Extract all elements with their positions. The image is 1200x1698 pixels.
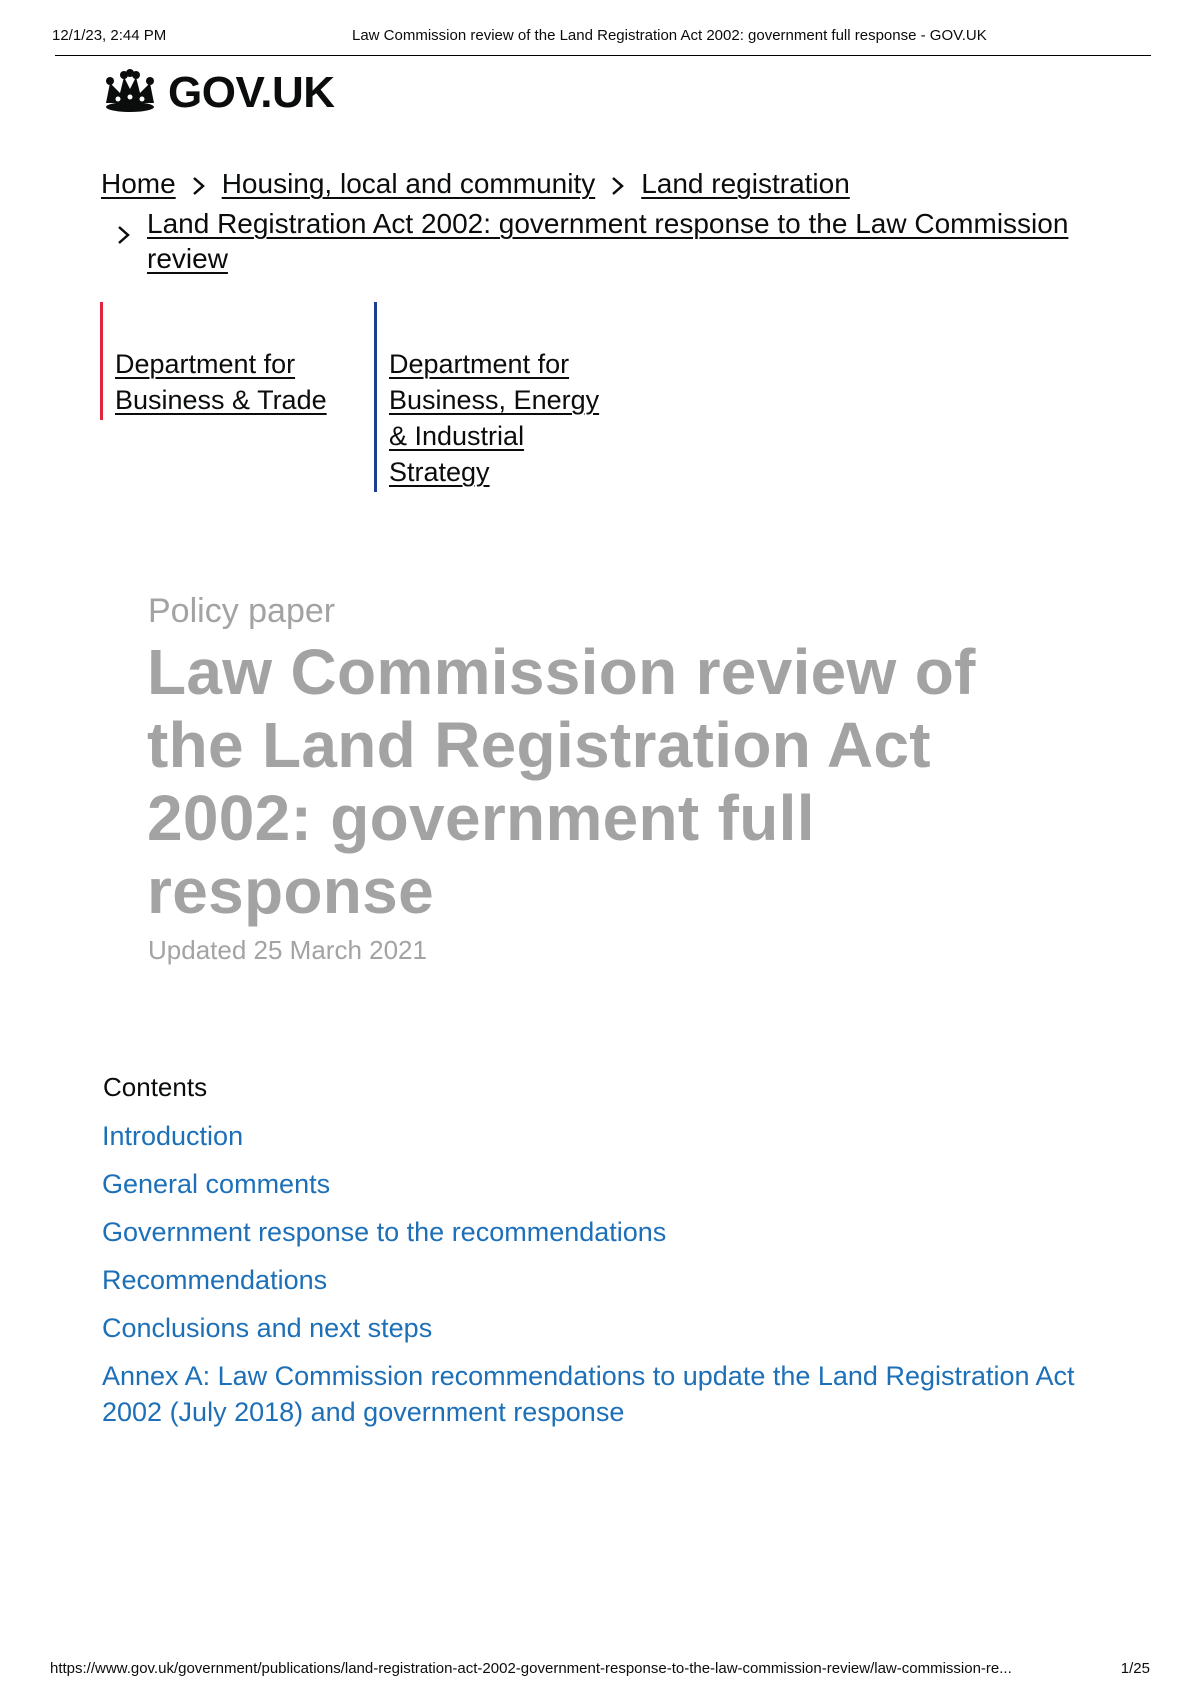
print-page-title: Law Commission review of the Land Registration Act 2002: government full response - GOV.UK bbox=[352, 27, 987, 44]
list-item bbox=[102, 1262, 1102, 1298]
contents-link-annex-a[interactable]: Annex A: Law Commission recommendations to update the Land Registration Act 2002 (July 2018) and government response bbox=[102, 1361, 1075, 1427]
chevron-right-icon bbox=[176, 166, 222, 202]
chevron-right-icon bbox=[595, 166, 641, 202]
chevron-right-icon bbox=[101, 206, 147, 254]
breadcrumb bbox=[101, 166, 1101, 276]
print-page-number: 1/25 bbox=[1120, 1660, 1150, 1677]
page-title: Law Commission review of the Land Registration Act 2002: government full response bbox=[147, 636, 976, 927]
govuk-logo-link[interactable] bbox=[100, 68, 335, 118]
breadcrumb-collection[interactable]: Land Registration Act 2002: government response to the Law Commission review bbox=[147, 208, 1069, 274]
contents-link-conclusions[interactable]: Conclusions and next steps bbox=[102, 1313, 433, 1343]
list-item bbox=[102, 1310, 1102, 1346]
contents-list bbox=[102, 1118, 1102, 1442]
list-item bbox=[102, 1118, 1102, 1154]
list-item bbox=[102, 1214, 1102, 1250]
contents-link-government-response[interactable]: Government response to the recommendations bbox=[102, 1217, 667, 1247]
organisation-link-beis[interactable]: Department for Business, Energy & Industrial Strategy bbox=[389, 349, 600, 487]
document-type: Policy paper bbox=[148, 592, 336, 630]
updated-date: Updated 25 March 2021 bbox=[148, 935, 427, 965]
print-header-divider bbox=[55, 55, 1151, 56]
breadcrumb-land-registration[interactable]: Land registration bbox=[641, 168, 850, 199]
organisation-dbt bbox=[100, 302, 355, 420]
organisation-beis bbox=[374, 302, 619, 492]
list-item bbox=[102, 1166, 1102, 1202]
print-url: https://www.gov.uk/government/publications/land-registration-act-2002-government-response-to-the-law-commission-review/law-commission-re... bbox=[50, 1660, 1012, 1677]
crown-icon bbox=[100, 69, 160, 118]
contents-link-introduction[interactable]: Introduction bbox=[102, 1121, 244, 1151]
contents-link-recommendations[interactable]: Recommendations bbox=[102, 1265, 328, 1295]
contents-heading: Contents bbox=[103, 1072, 208, 1102]
breadcrumb-home[interactable]: Home bbox=[101, 168, 176, 199]
list-item bbox=[102, 1358, 1102, 1430]
breadcrumb-housing[interactable]: Housing, local and community bbox=[221, 168, 596, 199]
contents-link-general-comments[interactable]: General comments bbox=[102, 1169, 331, 1199]
organisation-link-dbt[interactable]: Department for Business & Trade bbox=[115, 349, 327, 415]
govuk-logo-text: GOV.UK bbox=[168, 68, 335, 117]
print-date: 12/1/23, 2:44 PM bbox=[52, 27, 167, 44]
